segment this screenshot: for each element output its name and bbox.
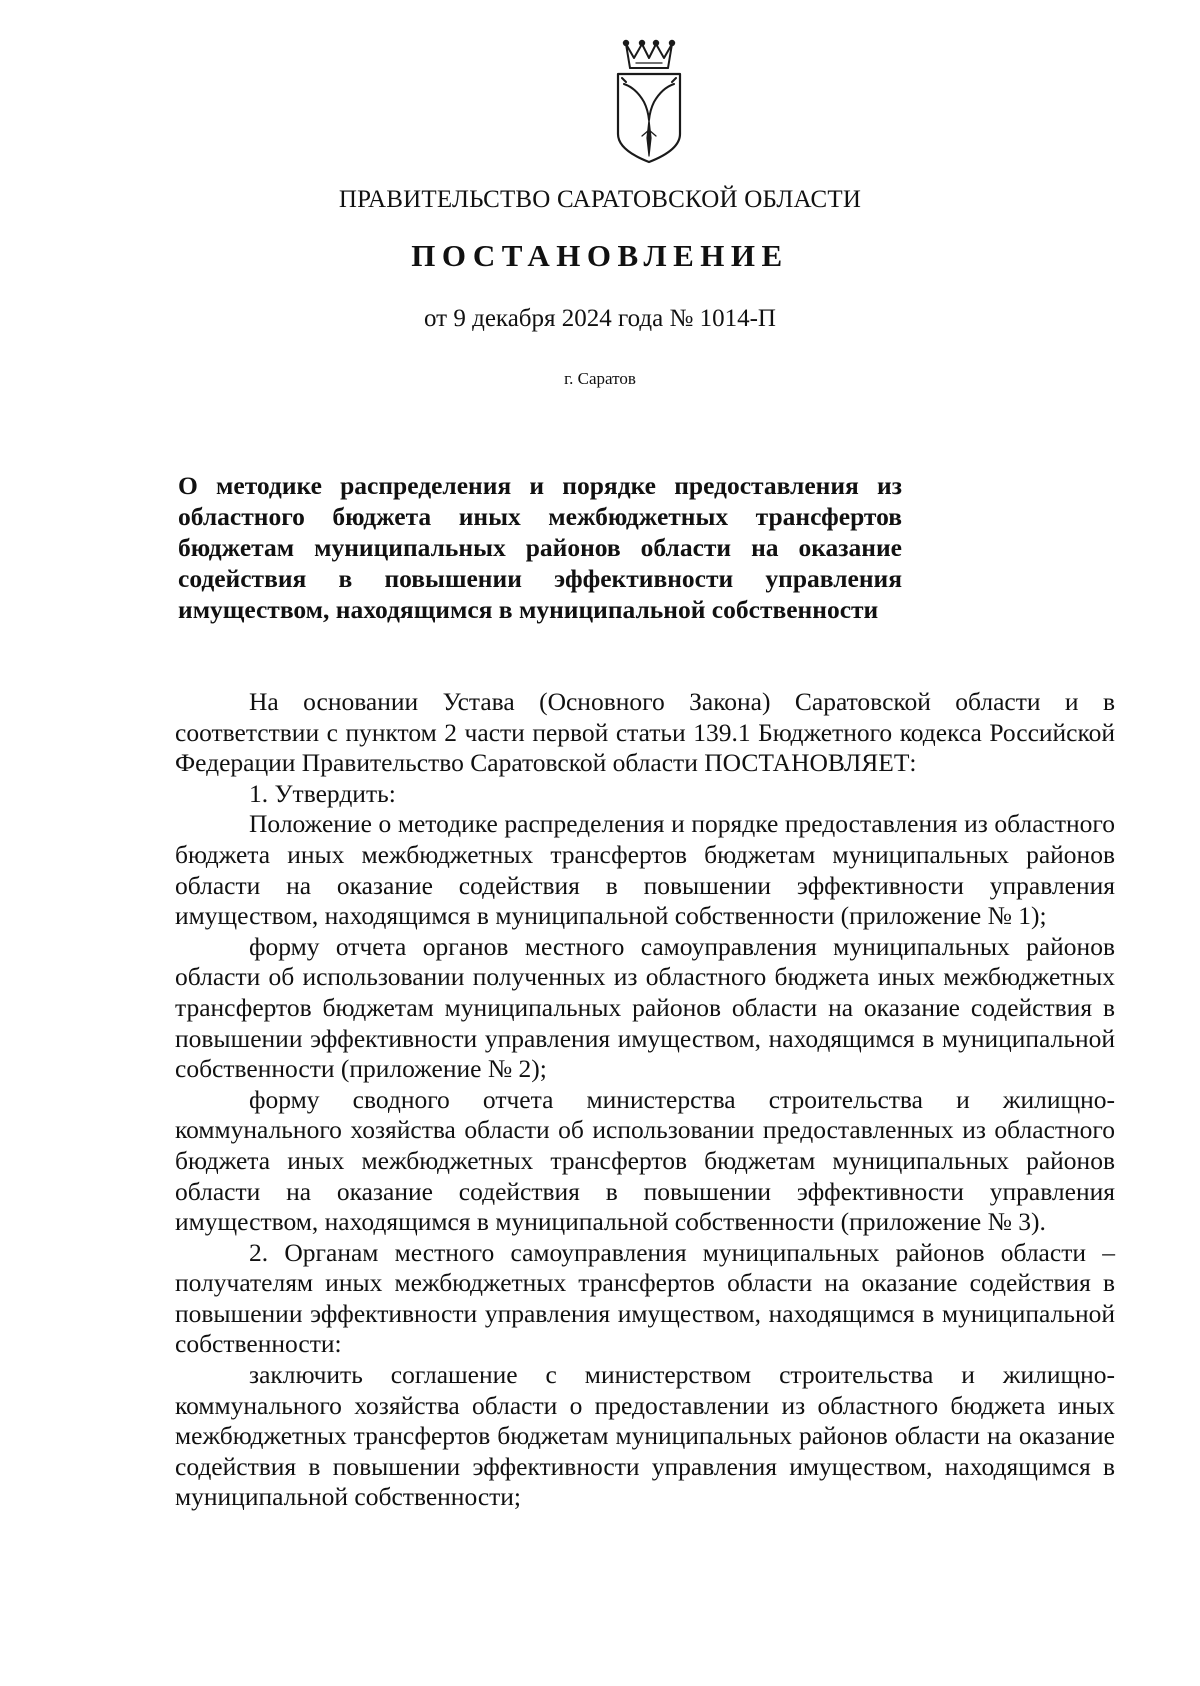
document-date-number: от 9 декабря 2024 года № 1014-П	[424, 305, 776, 332]
organization-name: ПРАВИТЕЛЬСТВО САРАТОВСКОЙ ОБЛАСТИ	[338, 186, 862, 213]
body-paragraph: форму сводного отчета министерства строительства и жилищно-коммунального хозяйства области об использовании предоставленных из областного бюджета иных межбюджетных трансфертов бюджетам муниципальных районов области на оказание содействия в повышении эффективности управления имуществом, находящимся в муниципальной собственности (приложение № 3).	[175, 1084, 1115, 1237]
document-type: ПОСТАНОВЛЕНИЕ	[411, 238, 789, 273]
body-paragraph: 2. Органам местного самоуправления муниципальных районов области – получателям иных межбюджетных трансфертов области на оказание содействия в повышении эффективности управления имуществом, находящимся в муниципальной собственности:	[175, 1237, 1115, 1359]
body-paragraph: заключить соглашение с министерством строительства и жилищно-коммунального хозяйства области о предоставлении из областного бюджета иных межбюджетных трансфертов бюджетам муниципальных районов области на оказание содействия в повышении эффективности управления имуществом, находящимся в муниципальной собственности;	[175, 1360, 1115, 1512]
document-body	[175, 687, 1115, 1513]
body-paragraph: форму отчета органов местного самоуправления муниципальных районов области об использовании полученных из областного бюджета иных межбюджетных трансфертов бюджетам муниципальных районов области на оказание содействия в повышении эффективности управления имуществом, находящимся в муниципальной собственности (приложение № 2);	[175, 931, 1115, 1084]
document-city: г. Саратов	[564, 369, 636, 388]
saratov-coat-of-arms-icon	[612, 38, 686, 166]
body-paragraph: 1. Утвердить:	[249, 778, 396, 808]
body-paragraph: Положение о методике распределения и порядке предоставления из областного бюджета иных межбюджетных трансфертов бюджетам муниципальных районов области на оказание содействия в повышении эффективности управления имуществом, находящимся в муниципальной собственности (приложение № 1);	[175, 809, 1115, 931]
document-title: О методике распределения и порядке предоставления из областного бюджета иных межбюджетных трансфертов бюджетам муниципальных районов области на оказание содействия в повышении эффективности управления имуществом, находящимся в муниципальной собственности	[178, 471, 902, 624]
body-paragraph: На основании Устава (Основного Закона) Саратовской области и в соответствии с пунктом 2 части первой статьи 139.1 Бюджетного кодекса Российской Федерации Правительство Саратовской области ПОСТАНОВЛЯЕТ:	[175, 687, 1115, 778]
